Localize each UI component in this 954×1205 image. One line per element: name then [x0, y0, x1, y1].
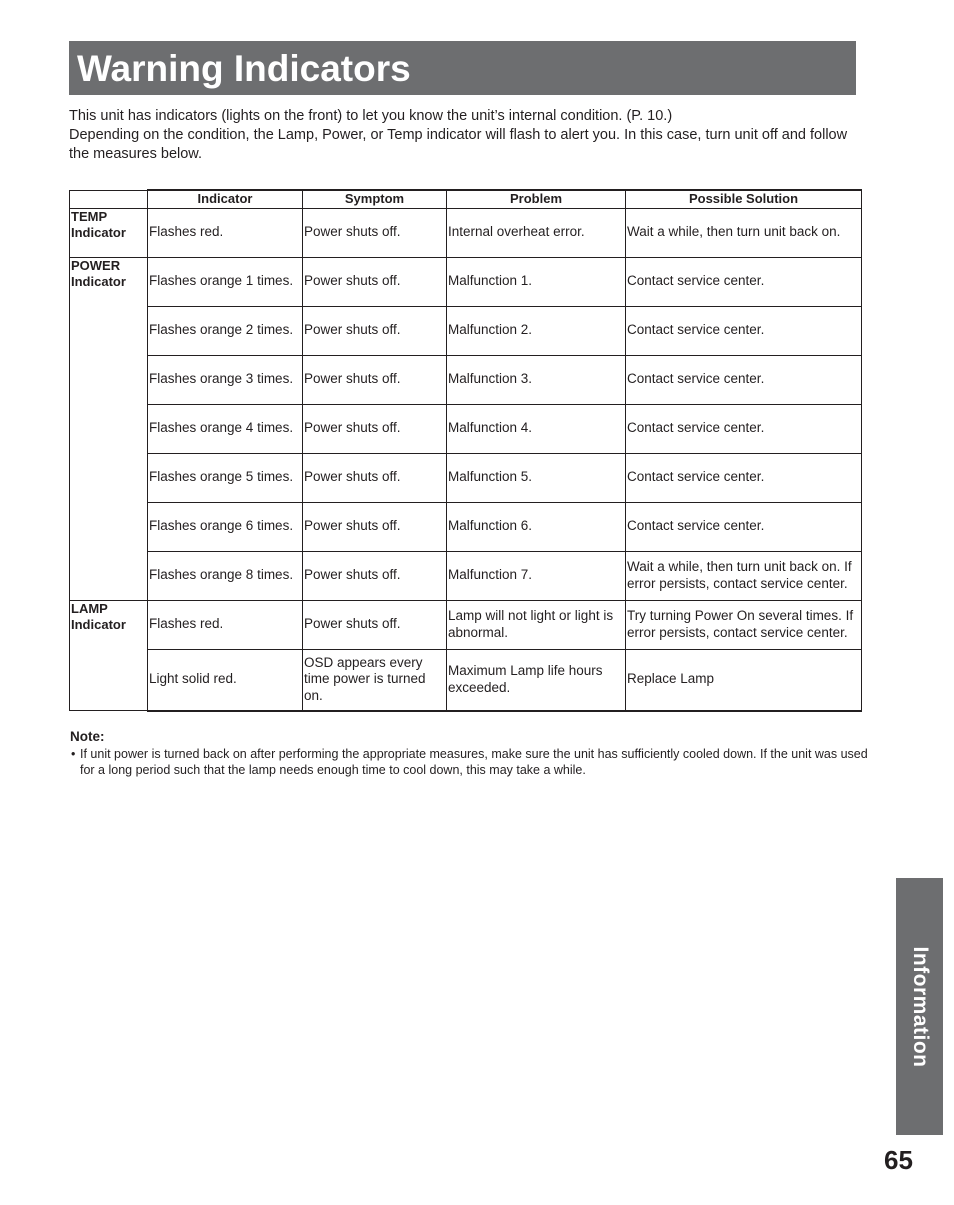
- cell-indicator: Flashes orange 1 times.: [148, 257, 303, 306]
- cell-solution: Wait a while, then turn unit back on.: [626, 208, 862, 257]
- cell-problem: Malfunction 1.: [447, 257, 626, 306]
- cell-symptom: Power shuts off.: [303, 257, 447, 306]
- cell-problem: Internal overheat error.: [447, 208, 626, 257]
- side-tab-label: Information: [908, 946, 932, 1067]
- table-header-row: [70, 190, 862, 208]
- cell-symptom: Power shuts off.: [303, 502, 447, 551]
- cell-indicator: Flashes orange 4 times.: [148, 404, 303, 453]
- group-label-lamp: [70, 600, 148, 711]
- note-item: [70, 746, 870, 778]
- table-row: [70, 208, 862, 257]
- cell-symptom: Power shuts off.: [303, 453, 447, 502]
- cell-problem: Malfunction 4.: [447, 404, 626, 453]
- group-name-suffix: Indicator: [71, 225, 126, 240]
- group-label-temp: [70, 208, 148, 257]
- group-name-suffix: Indicator: [71, 274, 126, 289]
- cell-problem: Lamp will not light or light is abnormal.: [447, 600, 626, 649]
- cell-symptom: Power shuts off.: [303, 208, 447, 257]
- cell-problem: Malfunction 2.: [447, 306, 626, 355]
- group-name: POWER: [71, 257, 121, 273]
- cell-symptom: Power shuts off.: [303, 551, 447, 600]
- header-indicator: Indicator: [148, 190, 303, 208]
- intro-text: [69, 107, 859, 164]
- cell-problem: Malfunction 6.: [447, 502, 626, 551]
- cell-indicator: Light solid red.: [148, 649, 303, 711]
- cell-solution: Contact service center.: [626, 502, 862, 551]
- cell-problem: Malfunction 5.: [447, 453, 626, 502]
- cell-problem: Maximum Lamp life hours exceeded.: [447, 649, 626, 711]
- warning-indicators-table: [69, 189, 862, 712]
- section-side-tab: [896, 878, 943, 1135]
- cell-symptom: Power shuts off.: [303, 404, 447, 453]
- cell-solution: Contact service center.: [626, 306, 862, 355]
- table-row: [70, 404, 862, 453]
- cell-indicator: Flashes orange 6 times.: [148, 502, 303, 551]
- cell-indicator: Flashes red.: [148, 208, 303, 257]
- table-row: [70, 502, 862, 551]
- cell-solution: Contact service center.: [626, 355, 862, 404]
- page-title-bar: [69, 41, 856, 95]
- note-section: [70, 729, 870, 778]
- note-title: Note:: [70, 729, 105, 744]
- intro-line-2: Depending on the condition, the Lamp, Power, or Temp indicator will flash to alert you. In this case, turn unit off and follow the measures below.: [69, 127, 848, 162]
- note-text: If unit power is turned back on after performing the appropriate measures, make sure the unit has sufficiently cooled down. If the unit was used for a long period such that the lamp needs enough time to cool down, this may take a while.: [80, 747, 868, 777]
- cell-symptom: OSD appears every time power is turned on.: [303, 649, 447, 711]
- cell-solution: Contact service center.: [626, 404, 862, 453]
- cell-problem: Malfunction 7.: [447, 551, 626, 600]
- group-name-suffix: Indicator: [71, 617, 126, 632]
- group-name: TEMP: [71, 208, 108, 224]
- header-problem: Problem: [447, 190, 626, 208]
- cell-indicator: Flashes orange 8 times.: [148, 551, 303, 600]
- table-row: [70, 600, 862, 649]
- cell-indicator: Flashes red.: [148, 600, 303, 649]
- group-label-power: [70, 257, 148, 600]
- cell-solution: Contact service center.: [626, 257, 862, 306]
- cell-indicator: Flashes orange 3 times.: [148, 355, 303, 404]
- cell-symptom: Power shuts off.: [303, 306, 447, 355]
- page-title: Warning Indicators: [77, 48, 411, 89]
- cell-indicator: Flashes orange 2 times.: [148, 306, 303, 355]
- cell-symptom: Power shuts off.: [303, 355, 447, 404]
- group-name: LAMP: [71, 600, 108, 616]
- page-number: 65: [884, 1145, 913, 1175]
- table-row: [70, 453, 862, 502]
- table-row: [70, 551, 862, 600]
- intro-line-1: This unit has indicators (lights on the front) to let you know the unit’s internal condition. (P. 10.): [69, 108, 673, 124]
- header-solution: Possible Solution: [626, 190, 862, 208]
- cell-indicator: Flashes orange 5 times.: [148, 453, 303, 502]
- table-row: [70, 355, 862, 404]
- cell-problem: Malfunction 3.: [447, 355, 626, 404]
- header-blank: [70, 190, 148, 208]
- cell-solution: Try turning Power On several times. If error persists, contact service center.: [626, 600, 862, 649]
- bullet-icon: •: [71, 747, 76, 761]
- cell-solution: Replace Lamp: [626, 649, 862, 711]
- cell-solution: Wait a while, then turn unit back on. If error persists, contact service center.: [626, 551, 862, 600]
- cell-symptom: Power shuts off.: [303, 600, 447, 649]
- table-row: [70, 257, 862, 306]
- table-row: [70, 306, 862, 355]
- header-symptom: Symptom: [303, 190, 447, 208]
- table-row: [70, 649, 862, 711]
- cell-solution: Contact service center.: [626, 453, 862, 502]
